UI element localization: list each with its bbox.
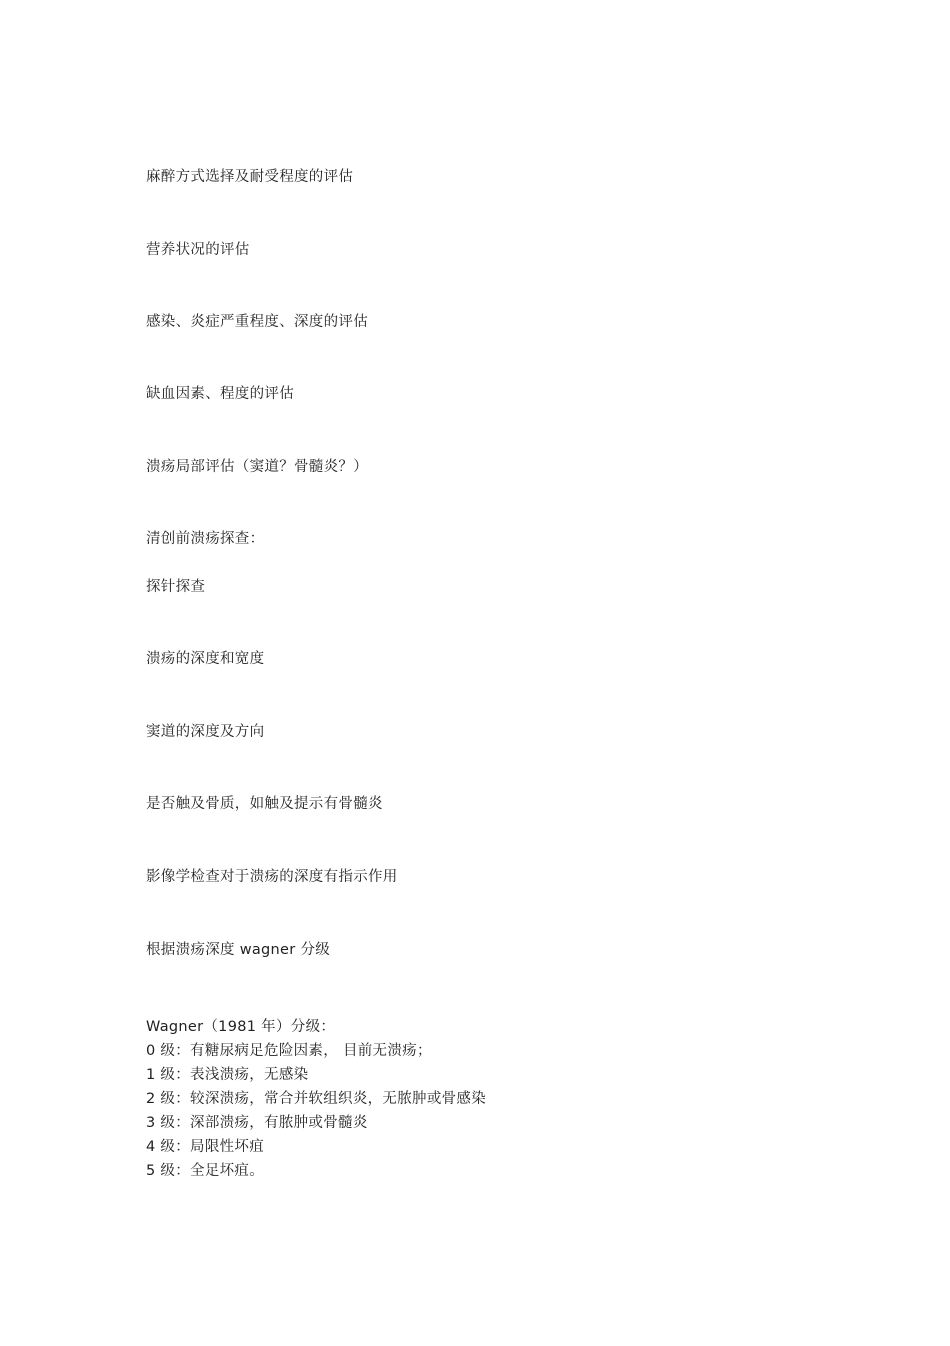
text-line-infection-assessment: 感染、炎症严重程度、深度的评估 (146, 314, 368, 330)
text-line-bone-contact: 是否触及骨质，如触及提示有骨髓炎 (146, 796, 383, 812)
text-line-imaging-indication: 影像学检查对于溃疡的深度有指示作用 (146, 869, 398, 885)
wagner-heading: Wagner（1981 年）分级： (146, 1019, 336, 1035)
wagner-grade-5: 5 级：全足坏疽。 (146, 1163, 265, 1179)
wagner-grade-2: 2 级：较深溃疡，常合并软组织炎，无脓肿或骨感染 (146, 1091, 487, 1107)
wagner-grade-3: 3 级：深部溃疡，有脓肿或骨髓炎 (146, 1115, 368, 1131)
wagner-grade-list (146, 1015, 486, 1183)
wagner-grade-1: 1 级：表浅溃疡，无感染 (146, 1067, 309, 1083)
text-line-nutrition-assessment: 营养状况的评估 (146, 242, 250, 258)
wagner-grade-0: 0 级：有糖尿病足危险因素， 目前无溃疡； (146, 1043, 432, 1059)
text-line-probe-exploration: 探针探查 (146, 579, 206, 595)
text-line-anesthesia-assessment: 麻醉方式选择及耐受程度的评估 (146, 169, 354, 185)
text-line-wagner-grading: 根据溃疡深度 wagner 分级 (146, 942, 331, 958)
text-line-debridement-probe-heading: 清创前溃疡探查： (146, 531, 265, 547)
text-line-sinus-depth-direction: 窦道的深度及方向 (146, 724, 265, 740)
text-line-ischemia-assessment: 缺血因素、程度的评估 (146, 386, 294, 402)
text-line-ulcer-local-assessment: 溃疡局部评估（窦道？骨髓炎？） (146, 459, 368, 475)
wagner-grade-4: 4 级：局限性坏疽 (146, 1139, 265, 1155)
text-line-ulcer-depth-width: 溃疡的深度和宽度 (146, 651, 265, 667)
